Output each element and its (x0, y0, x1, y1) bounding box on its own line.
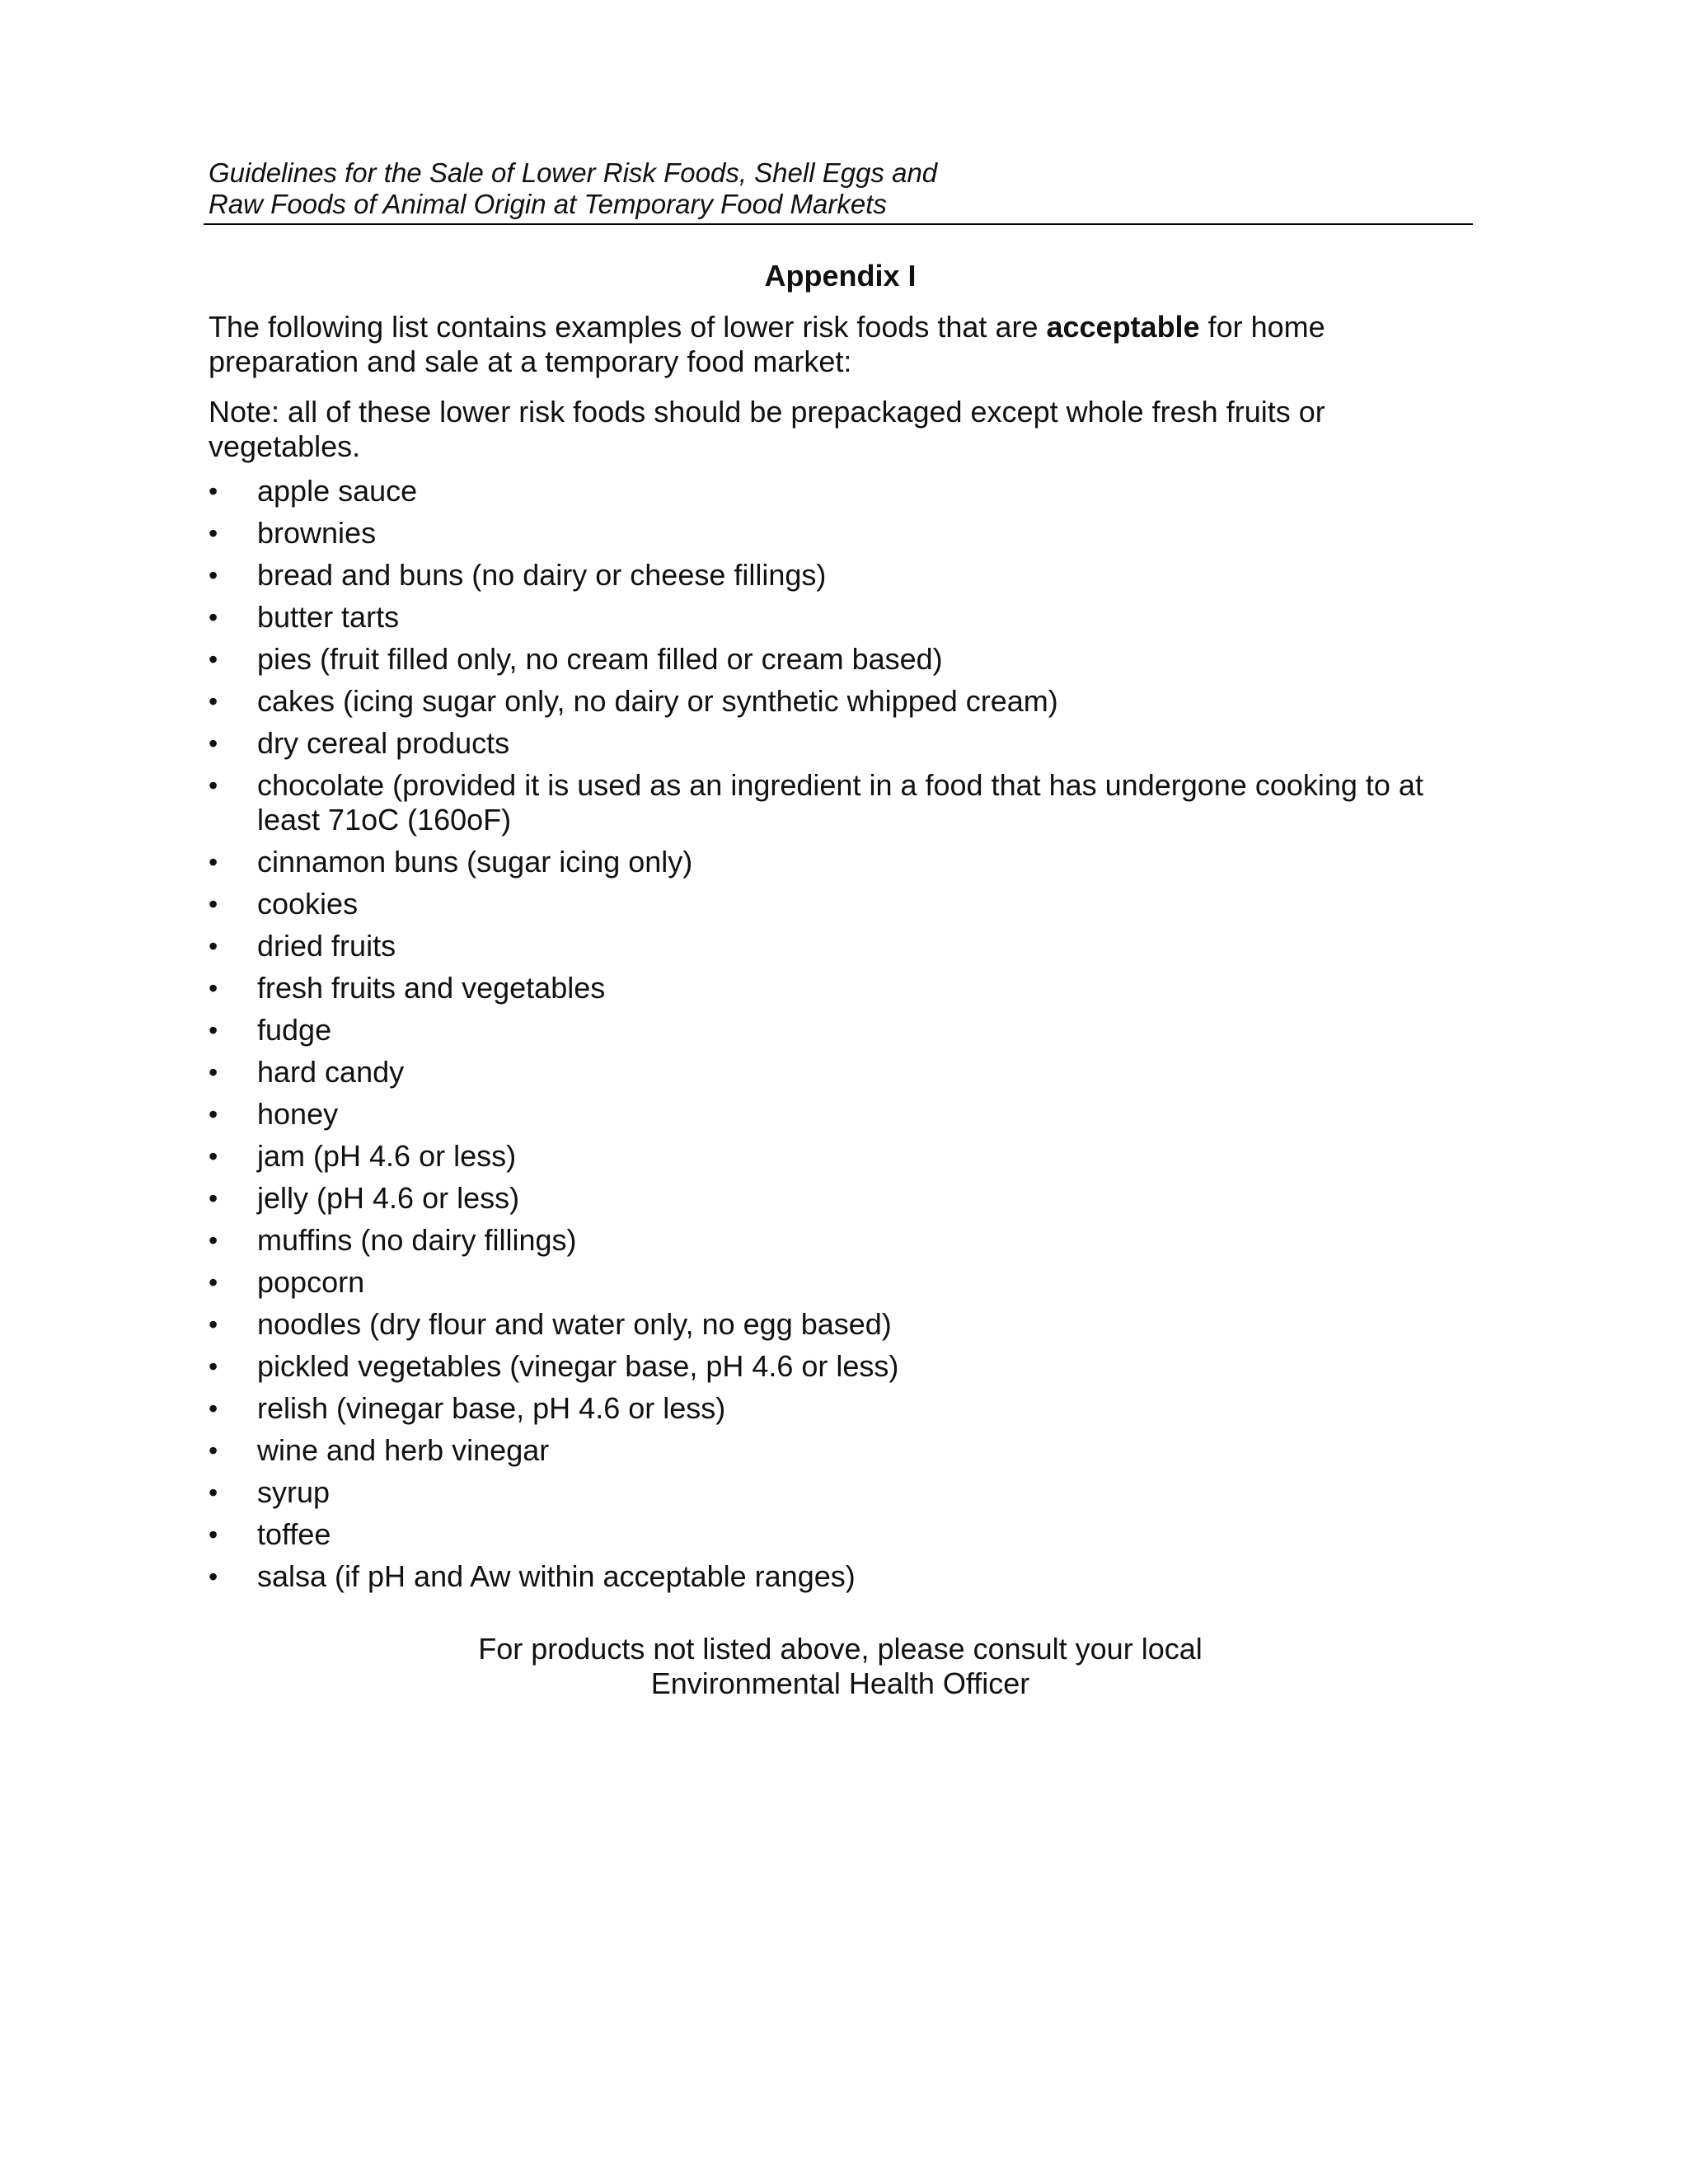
footer-line-2: Environmental Health Officer (650, 1666, 1030, 1700)
list-item-text: relish (vinegar base, pH 4.6 or less) (257, 1391, 726, 1425)
bullet-icon: • (209, 1226, 218, 1255)
bullet-icon: • (209, 518, 218, 548)
bullet-icon: • (209, 476, 218, 506)
list-item (209, 600, 1472, 635)
list-item (209, 1475, 1472, 1510)
list-item-text: syrup (257, 1475, 331, 1509)
list-item (209, 1013, 1472, 1047)
bullet-icon: • (209, 1141, 218, 1171)
list-item-text: bread and buns (no dairy or cheese fillings) (257, 558, 827, 592)
bullet-icon: • (209, 1268, 218, 1297)
list-item-text: salsa (if pH and Aw within acceptable ranges) (257, 1559, 856, 1593)
list-item-text: cakes (icing sugar only, no dairy or synthetic whipped cream) (257, 684, 1058, 718)
list-item (209, 1139, 1472, 1174)
bullet-icon: • (209, 644, 218, 674)
bullet-icon: • (209, 560, 218, 590)
list-item-text: jelly (pH 4.6 or less) (257, 1181, 520, 1215)
header-line-1: Guidelines for the Sale of Lower Risk Foods, Shell Eggs and (209, 157, 938, 188)
footer-note (209, 1632, 1472, 1701)
list-item-text: chocolate (provided it is used as an ingredient in a food that has undergone cooking to at least 71oC (160oF) (257, 768, 1423, 837)
list-item-text: noodles (dry flour and water only, no egg based) (257, 1307, 892, 1341)
list-item (209, 1055, 1472, 1090)
bullet-icon: • (209, 847, 218, 877)
list-item (209, 1349, 1472, 1384)
list-item-text: wine and herb vinegar (257, 1433, 550, 1467)
bullet-icon: • (209, 1057, 218, 1087)
list-item (209, 845, 1472, 879)
bullet-icon: • (209, 973, 218, 1003)
bullet-icon: • (209, 931, 218, 961)
bullet-icon: • (209, 1015, 218, 1045)
bullet-icon: • (209, 602, 218, 632)
list-item (209, 684, 1472, 719)
list-item (209, 516, 1472, 551)
list-item-text: brownies (257, 516, 377, 550)
bullet-icon: • (209, 1478, 218, 1507)
intro-text-before: The following list contains examples of lower risk foods that are (209, 310, 1047, 344)
list-item-text: pickled vegetables (vinegar base, pH 4.6 or less) (257, 1349, 899, 1383)
bullet-icon: • (209, 1520, 218, 1549)
list-item (209, 929, 1472, 963)
list-item (209, 1265, 1472, 1300)
list-item-text: cinnamon buns (sugar icing only) (257, 845, 693, 879)
list-item (209, 768, 1472, 837)
bullet-icon: • (209, 1352, 218, 1381)
list-item (209, 1517, 1472, 1552)
list-item-text: hard candy (257, 1055, 405, 1089)
list-item (209, 1223, 1472, 1258)
list-item-text: jam (pH 4.6 or less) (257, 1139, 517, 1173)
list-item-text: fresh fruits and vegetables (257, 971, 606, 1005)
list-item (209, 1307, 1472, 1342)
list-item-text: honey (257, 1097, 339, 1131)
bullet-icon: • (209, 1099, 218, 1129)
list-item-text: dried fruits (257, 929, 396, 963)
list-item (209, 887, 1472, 921)
document-header (209, 157, 1472, 220)
list-item-text: toffee (257, 1517, 331, 1551)
list-item-text: popcorn (257, 1265, 365, 1299)
list-item-text: cookies (257, 887, 359, 921)
intro-text-after: for home preparation and sale at a temporary food market: (209, 310, 1325, 378)
bullet-icon: • (209, 687, 218, 716)
note-paragraph: Note: all of these lower risk foods should be prepackaged except whole fresh fruits or vegetables. (209, 395, 1325, 463)
list-item (209, 1097, 1472, 1132)
list-item (209, 1181, 1472, 1216)
food-list (209, 474, 1472, 1601)
bullet-icon: • (209, 1394, 218, 1423)
list-item-text: butter tarts (257, 600, 400, 634)
header-line-2: Raw Foods of Animal Origin at Temporary Food Markets (209, 189, 887, 219)
bullet-icon: • (209, 1310, 218, 1339)
bullet-icon: • (209, 771, 218, 800)
list-item (209, 474, 1472, 509)
list-item (209, 971, 1472, 1005)
list-item-text: pies (fruit filled only, no cream filled or cream based) (257, 642, 943, 676)
list-item (209, 1433, 1472, 1468)
list-item (209, 558, 1472, 593)
list-item-text: apple sauce (257, 474, 418, 508)
list-item-text: dry cereal products (257, 726, 510, 760)
list-item (209, 726, 1472, 761)
intro-emphasis: acceptable (1046, 310, 1200, 344)
list-item (209, 642, 1472, 677)
intro-paragraph (209, 310, 1472, 379)
bullet-icon: • (209, 889, 218, 919)
page-title: Appendix I (764, 259, 917, 293)
list-item-text: muffins (no dairy fillings) (257, 1223, 577, 1257)
header-divider (204, 223, 1473, 225)
list-item (209, 1559, 1472, 1594)
bullet-icon: • (209, 1436, 218, 1465)
bullet-icon: • (209, 1183, 218, 1213)
bullet-icon: • (209, 729, 218, 758)
bullet-icon: • (209, 1562, 218, 1591)
list-item (209, 1391, 1472, 1426)
list-item-text: fudge (257, 1013, 332, 1047)
footer-line-1: For products not listed above, please consult your local (478, 1632, 1203, 1666)
